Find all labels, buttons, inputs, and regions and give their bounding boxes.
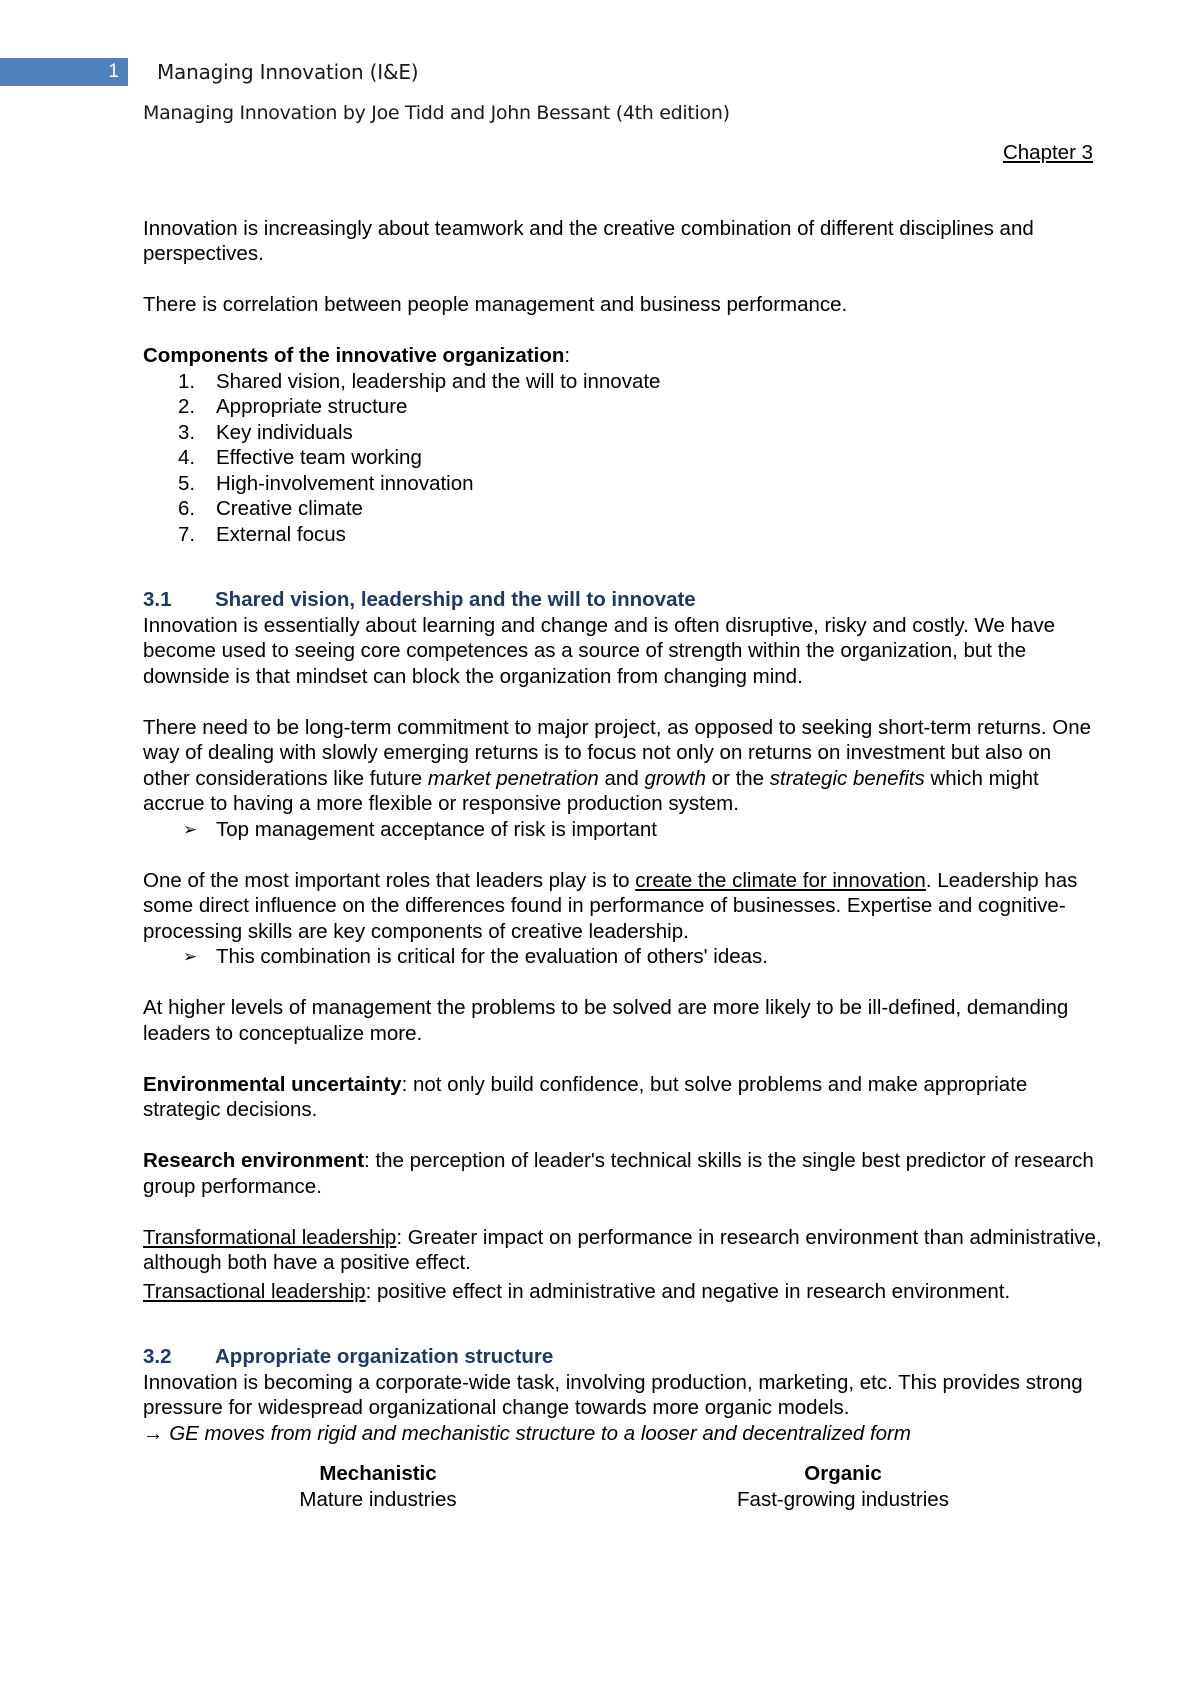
list-item: 4. Effective team working [178,446,422,469]
transformational-leadership-paragraph: Transformational leadership: Greater impact on performance in research environment than administrative, although both have a positive effect. [143,1225,1102,1274]
list-item: 3. Key individuals [178,420,353,444]
arrow-bullet-icon: ➢ [183,819,198,839]
list-item: 1. Shared vision, leadership and the will to innovate [178,369,661,393]
components-list [143,369,1103,548]
intro-paragraph-1: Innovation is increasingly about teamwork and the creative combination of different disciplines and perspectives. [143,216,1034,265]
bullet-item: ➢ Top management acceptance of risk is important [183,817,657,841]
book-reference: Managing Innovation by Joe Tidd and John Bessant (4th edition) [143,102,730,124]
section-3-1-paragraph-2: There need to be long-term commitment to major project, as opposed to seeking short-term returns. One way of dealing with slowly emerging returns is to focus not only on returns on investment but also on other considerations like future market penetration and growth or the strategic benefits which might accrue to having a more flexible or responsive production system. [143,715,1091,815]
environmental-uncertainty-paragraph: Environmental uncertainty: not only build confidence, but solve problems and make appropriate strategic decisions. [143,1072,1028,1121]
transactional-leadership-paragraph: Transactional leadership: positive effect in administrative and negative in research environment. [143,1279,1011,1303]
list-item: 5. High-involvement innovation [178,471,474,495]
chapter-label: Chapter 3 [1002,141,1093,164]
document-body [143,140,1103,1512]
research-environment-paragraph: Research environment: the perception of leader's technical skills is the single best predictor of research group performance. [143,1149,1094,1198]
organic-column [613,1461,1073,1512]
section-3-1-paragraph-3: One of the most important roles that leaders play is to create the climate for innovation. Leadership has some direct influence on the differences found in performance of businesses. Expertise and cognitive-processing skills are key components of creative leadership. [143,868,1078,943]
mechanistic-organic-comparison [143,1461,1103,1512]
organic-title: Organic [804,1462,882,1485]
intro-paragraph-2: There is correlation between people management and business performance. [143,293,848,316]
list-item: 6. Creative climate [178,497,363,520]
organic-subtitle: Fast-growing industries [737,1487,949,1511]
list-item: 7. External focus [178,522,346,546]
components-heading: Components of the innovative organization: [143,344,571,367]
list-item: 2. Appropriate structure [178,395,408,418]
mechanistic-column [143,1461,613,1512]
section-3-1-paragraph-4: At higher levels of management the problems to be solved are more likely to be ill-defined, demanding leaders to conceptualize more. [143,996,1069,1045]
page-number-badge: 1 [0,58,128,86]
arrow-bullet-icon: ➢ [183,947,198,966]
section-3-2-paragraph-1: Innovation is becoming a corporate-wide task, involving production, marketing, etc. This provides strong pressure for widespread organizational change towards more organic models. [143,1370,1083,1419]
header-title: Managing Innovation (I&E) [157,60,419,84]
section-3-1-heading: 3.1 Shared vision, leadership and the will to innovate [143,588,696,611]
section-3-1-paragraph-1: Innovation is essentially about learning and change and is often disruptive, risky and costly. We have become used to seeing core competences as a source of strength within the organization, but the downside is that mindset can block the organization from changing mind. [143,613,1056,688]
section-3-2-arrow-note: → GE moves from rigid and mechanistic structure to a looser and decentralized form [143,1421,911,1445]
bullet-item: ➢ This combination is critical for the evaluation of others' ideas. [183,945,768,968]
mechanistic-title: Mechanistic [319,1462,437,1485]
section-3-2-heading: 3.2 Appropriate organization structure [143,1345,554,1368]
mechanistic-subtitle: Mature industries [299,1487,457,1511]
